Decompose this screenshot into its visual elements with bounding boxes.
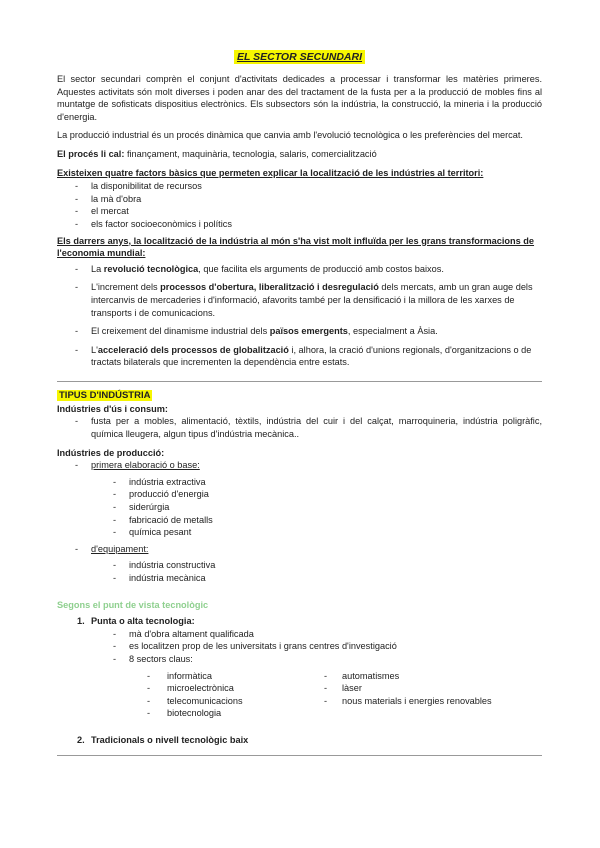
recent-heading: Els darrers anys, la localització de la indústria al món s'ha vist molt influïda per les grans transformacions de l'economia mundial:	[57, 235, 535, 259]
produccio-list	[57, 459, 542, 472]
list-item: - informàtica	[57, 670, 322, 683]
sectors-right	[322, 670, 522, 708]
sectors-columns	[57, 670, 542, 724]
list-item: - La revolució tecnològica, que facilita els arguments de producció amb costos baixos.	[57, 263, 542, 276]
sectors-left	[57, 670, 322, 720]
produccio-heading: Indústries de producció:	[57, 447, 165, 458]
list-item: - fusta per a mobles, alimentació, tèxtils, indústria del cuir i del calçat, marroquineria, indústria poligràfic, química lleugera, algun tipus d'indústria mecànica..	[57, 415, 542, 440]
factors-list	[57, 180, 542, 230]
list-item: - indústria mecànica	[57, 572, 542, 585]
list-item: - la mà d'obra	[57, 193, 542, 206]
list-item: - producció d'energia	[57, 488, 542, 501]
list-item: - d'equipament:	[57, 543, 542, 556]
list-item: - indústria extractiva	[57, 476, 542, 489]
list-item: - la disponibilitat de recursos	[57, 180, 542, 193]
equip-heading-list	[57, 543, 542, 556]
tech-heading: Segons el punt de vista tecnològic	[57, 599, 209, 610]
tech-item-2: 2. Tradicionals o nivell tecnològic baix	[77, 734, 249, 745]
list-item: - 8 sectors claus:	[57, 653, 542, 666]
consum-heading: Indústries d'ús i consum:	[57, 403, 168, 414]
types-heading: TIPUS D'INDÚSTRIA	[59, 389, 151, 401]
process-label: El procés li cal:	[57, 148, 125, 159]
process-text: finançament, maquinària, tecnologia, salaris, comercialització	[124, 148, 377, 159]
equip-list	[57, 559, 542, 584]
consum-list	[57, 415, 542, 440]
list-item: - telecomunicacions	[57, 695, 322, 708]
divider	[57, 755, 542, 756]
list-item: - química pesant	[57, 526, 542, 539]
intro-paragraph: El sector secundari comprèn el conjunt d'activitats dedicades a processar i transformar les matèries primeres. Aquestes activitats són molt diverses i poden anar des del tractament de la fusta per a la producció de mobles fins al muntatge de sofisticats dispositius electrònics. Els subsectors són la indústria, la construcció, la mineria i la producció d'energia.	[57, 74, 542, 122]
list-item: - L'increment dels processos d'obertura, liberalització i desregulació dels mercats, amb un gran auge dels intercanvis de mercaderies i d'informació, afavorits també per la densificació i la millora de les xarxes de transports i de comunicacions.	[57, 281, 542, 319]
list-item: - L'acceleració dels processos de globalització i, alhora, la cració d'unions regionals, d'organitzacions o de tractats bilaterals que incrementen la dependència entre estats.	[57, 344, 542, 369]
list-item: - mà d'obra altament qualificada	[57, 628, 542, 641]
primera-list	[57, 476, 542, 539]
recent-list	[57, 263, 542, 369]
divider	[57, 381, 542, 382]
list-item: - primera elaboració o base:	[57, 459, 542, 472]
list-item: - biotecnologia	[57, 707, 322, 720]
list-item: - siderúrgia	[57, 501, 542, 514]
production-paragraph: La producció industrial és un procés dinàmica que canvia amb l'evolució tecnològica o les preferències del mercat.	[57, 130, 523, 141]
list-item: - els factor socioeconòmics i polítics	[57, 218, 542, 231]
tech-item-1: 1. Punta o alta tecnologia:	[77, 616, 195, 627]
list-item: - làser	[322, 682, 522, 695]
list-item: - microelectrònica	[57, 682, 322, 695]
list-item: - El creixement del dinamisme industrial dels països emergents, especialment a Àsia.	[57, 325, 542, 338]
process-paragraph	[57, 148, 542, 161]
list-item: - es localitzen prop de les universitats i grans centres d'investigació	[57, 640, 542, 653]
tech-points	[57, 628, 542, 666]
title-wrap	[57, 50, 542, 64]
list-item: - automatismes	[322, 670, 522, 683]
factors-heading: Existeixen quatre factors bàsics que permeten explicar la localització de les indústries al territori:	[57, 167, 484, 178]
document-page	[57, 50, 542, 764]
list-item: - indústria constructiva	[57, 559, 542, 572]
list-item: - el mercat	[57, 205, 542, 218]
list-item: - fabricació de metalls	[57, 514, 542, 527]
list-item: - nous materials i energies renovables	[322, 695, 522, 708]
page-title: EL SECTOR SECUNDARI	[234, 50, 365, 64]
